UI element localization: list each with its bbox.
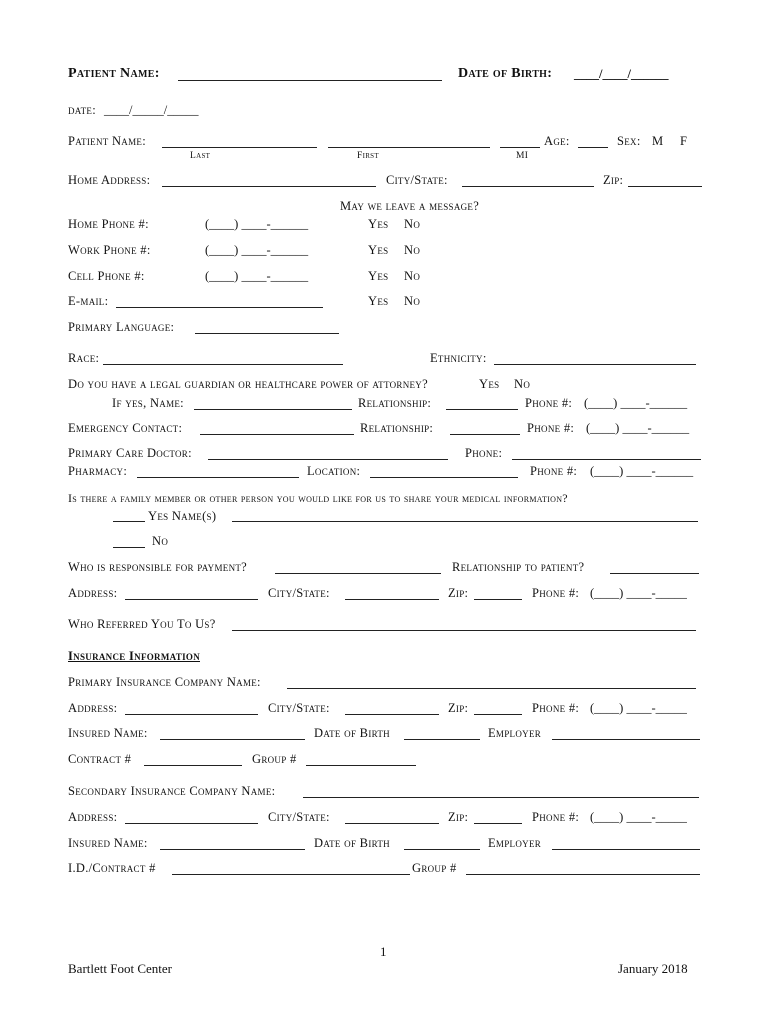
guardian-question: Do you have a legal guardian or healthcare power of attorney?: [68, 377, 428, 391]
pharmacy-label: Pharmacy:: [68, 464, 128, 478]
zip-label: Zip:: [603, 173, 624, 187]
email-yes[interactable]: Yes: [368, 294, 389, 308]
guardian-name-label: If yes, Name:: [112, 396, 184, 410]
secondary-contract-field[interactable]: [172, 874, 410, 875]
primary-address-field[interactable]: [125, 714, 258, 715]
first-name-field[interactable]: [328, 147, 490, 148]
share-no-blank[interactable]: [113, 547, 145, 548]
primary-contract-field[interactable]: [144, 765, 242, 766]
pay-phone-field[interactable]: (____) ____-_____: [590, 586, 687, 600]
secondary-zip-label: Zip:: [448, 810, 469, 824]
emergency-contact-field[interactable]: [200, 434, 354, 435]
secondary-company-field[interactable]: [303, 797, 699, 798]
mi-sublabel: MI: [516, 151, 529, 161]
referred-label: Who Referred You To Us?: [68, 617, 216, 631]
cell-phone-label: Cell Phone #:: [68, 269, 145, 283]
footer-practice-name: Bartlett Foot Center: [68, 961, 172, 976]
secondary-contract-label: I.D./Contract #: [68, 861, 156, 875]
dob-header-field[interactable]: ____/____/______: [574, 67, 669, 81]
primary-dob-field[interactable]: [404, 739, 480, 740]
leave-message-header: May we leave a message?: [340, 199, 480, 213]
emergency-phone-label: Phone #:: [527, 421, 575, 435]
secondary-employer-field[interactable]: [552, 849, 700, 850]
pharmacy-location-field[interactable]: [370, 477, 518, 478]
secondary-group-field[interactable]: [466, 874, 700, 875]
home-phone-label: Home Phone #:: [68, 217, 149, 231]
secondary-company-label: Secondary Insurance Company Name:: [68, 784, 276, 798]
guardian-name-field[interactable]: [194, 409, 352, 410]
share-no-label: No: [152, 534, 169, 548]
pharmacy-phone-label: Phone #:: [530, 464, 578, 478]
work-phone-no[interactable]: No: [404, 243, 421, 257]
pharmacy-phone-field[interactable]: (____) ____-______: [590, 464, 694, 478]
primary-contract-label: Contract #: [68, 752, 132, 766]
primary-address-label: Address:: [68, 701, 118, 715]
primary-employer-label: Employer: [488, 726, 542, 740]
guardian-no[interactable]: No: [514, 377, 531, 391]
email-no[interactable]: No: [404, 294, 421, 308]
primary-language-label: Primary Language:: [68, 320, 175, 334]
home-phone-no[interactable]: No: [404, 217, 421, 231]
share-question: Is there a family member or other person you would like for us to share your medical information?: [68, 491, 568, 505]
primary-group-label: Group #: [252, 752, 297, 766]
last-sublabel: Last: [190, 151, 211, 161]
payment-relationship-field[interactable]: [610, 573, 699, 574]
sex-m-option[interactable]: M: [652, 134, 664, 148]
age-label: Age:: [544, 134, 570, 148]
secondary-insured-label: Insured Name:: [68, 836, 148, 850]
work-phone-label: Work Phone #:: [68, 243, 151, 257]
last-name-field[interactable]: [162, 147, 317, 148]
ethnicity-label: Ethnicity:: [430, 351, 487, 365]
patient-name-label: Patient Name:: [68, 134, 146, 148]
guardian-yes[interactable]: Yes: [479, 377, 500, 391]
city-state-field[interactable]: [462, 186, 594, 187]
pay-zip-field[interactable]: [474, 599, 522, 600]
share-yes-blank[interactable]: [113, 521, 145, 522]
pcp-phone-label: Phone:: [465, 446, 503, 460]
pcp-phone-field[interactable]: [512, 459, 701, 460]
guardian-phone-label: Phone #:: [525, 396, 573, 410]
cell-phone-field[interactable]: (____) ____-______: [205, 269, 309, 283]
pay-city-state-label: City/State:: [268, 586, 330, 600]
primary-employer-field[interactable]: [552, 739, 700, 740]
primary-zip-field[interactable]: [474, 714, 522, 715]
pharmacy-field[interactable]: [137, 477, 299, 478]
emergency-contact-label: Emergency Contact:: [68, 421, 183, 435]
email-label: E-mail:: [68, 294, 109, 308]
city-state-label: City/State:: [386, 173, 448, 187]
payment-label: Who is responsible for payment?: [68, 560, 248, 574]
primary-company-field[interactable]: [287, 688, 696, 689]
referred-field[interactable]: [232, 630, 696, 631]
primary-phone-label: Phone #:: [532, 701, 580, 715]
primary-city-state-field[interactable]: [345, 714, 439, 715]
share-names-field[interactable]: [232, 521, 698, 522]
secondary-insured-field[interactable]: [160, 849, 305, 850]
sex-f-option[interactable]: F: [680, 134, 687, 148]
primary-language-field[interactable]: [195, 333, 339, 334]
date-field[interactable]: ____/_____/_____: [104, 103, 199, 117]
home-address-field[interactable]: [162, 186, 376, 187]
primary-city-state-label: City/State:: [268, 701, 330, 715]
race-field[interactable]: [103, 364, 343, 365]
payment-field[interactable]: [275, 573, 441, 574]
zip-field[interactable]: [628, 186, 702, 187]
primary-group-field[interactable]: [306, 765, 416, 766]
primary-insured-field[interactable]: [160, 739, 305, 740]
pay-address-field[interactable]: [125, 599, 258, 600]
primary-phone-field[interactable]: (____) ____-_____: [590, 701, 687, 715]
emergency-phone-field[interactable]: (____) ____-______: [586, 421, 690, 435]
emergency-relationship-field[interactable]: [450, 434, 520, 435]
secondary-phone-label: Phone #:: [532, 810, 580, 824]
pay-address-label: Address:: [68, 586, 118, 600]
footer-date: January 2018: [618, 961, 688, 976]
page-number: 1: [380, 944, 387, 959]
cell-phone-no[interactable]: No: [404, 269, 421, 283]
mi-field[interactable]: [500, 147, 540, 148]
home-phone-field[interactable]: (____) ____-______: [205, 217, 309, 231]
guardian-phone-field[interactable]: (____) ____-______: [584, 396, 688, 410]
pcp-field[interactable]: [208, 459, 448, 460]
pharmacy-location-label: Location:: [307, 464, 361, 478]
work-phone-yes[interactable]: Yes: [368, 243, 389, 257]
date-label: date:: [68, 103, 96, 117]
first-sublabel: First: [357, 151, 379, 161]
pay-city-state-field[interactable]: [345, 599, 439, 600]
secondary-dob-field[interactable]: [404, 849, 480, 850]
emergency-relationship-label: Relationship:: [360, 421, 434, 435]
primary-zip-label: Zip:: [448, 701, 469, 715]
pay-zip-label: Zip:: [448, 586, 469, 600]
share-yes-names-label: Yes Name(s): [148, 509, 217, 523]
secondary-address-field[interactable]: [125, 823, 258, 824]
pcp-label: Primary Care Doctor:: [68, 446, 192, 460]
secondary-dob-label: Date of Birth: [314, 836, 390, 850]
secondary-employer-label: Employer: [488, 836, 542, 850]
primary-insured-label: Insured Name:: [68, 726, 148, 740]
secondary-city-state-label: City/State:: [268, 810, 330, 824]
secondary-group-label: Group #: [412, 861, 457, 875]
guardian-relationship-label: Relationship:: [358, 396, 432, 410]
cell-phone-yes[interactable]: Yes: [368, 269, 389, 283]
patient-name-header-field[interactable]: [178, 80, 442, 81]
age-field[interactable]: [578, 147, 608, 148]
race-label: Race:: [68, 351, 100, 365]
secondary-zip-field[interactable]: [474, 823, 522, 824]
home-phone-yes[interactable]: Yes: [368, 217, 389, 231]
work-phone-field[interactable]: (____) ____-______: [205, 243, 309, 257]
pay-phone-label: Phone #:: [532, 586, 580, 600]
guardian-relationship-field[interactable]: [446, 409, 518, 410]
primary-dob-label: Date of Birth: [314, 726, 390, 740]
sex-label: Sex:: [617, 134, 641, 148]
insurance-header: Insurance Information: [68, 649, 200, 663]
secondary-city-state-field[interactable]: [345, 823, 439, 824]
home-address-label: Home Address:: [68, 173, 151, 187]
ethnicity-field[interactable]: [494, 364, 696, 365]
secondary-address-label: Address:: [68, 810, 118, 824]
secondary-phone-field[interactable]: (____) ____-_____: [590, 810, 687, 824]
email-field[interactable]: [116, 307, 323, 308]
primary-company-label: Primary Insurance Company Name:: [68, 675, 261, 689]
payment-relationship-label: Relationship to patient?: [452, 560, 585, 574]
patient-name-header-label: Patient Name:: [68, 66, 160, 81]
dob-header-label: Date of Birth:: [458, 66, 553, 81]
